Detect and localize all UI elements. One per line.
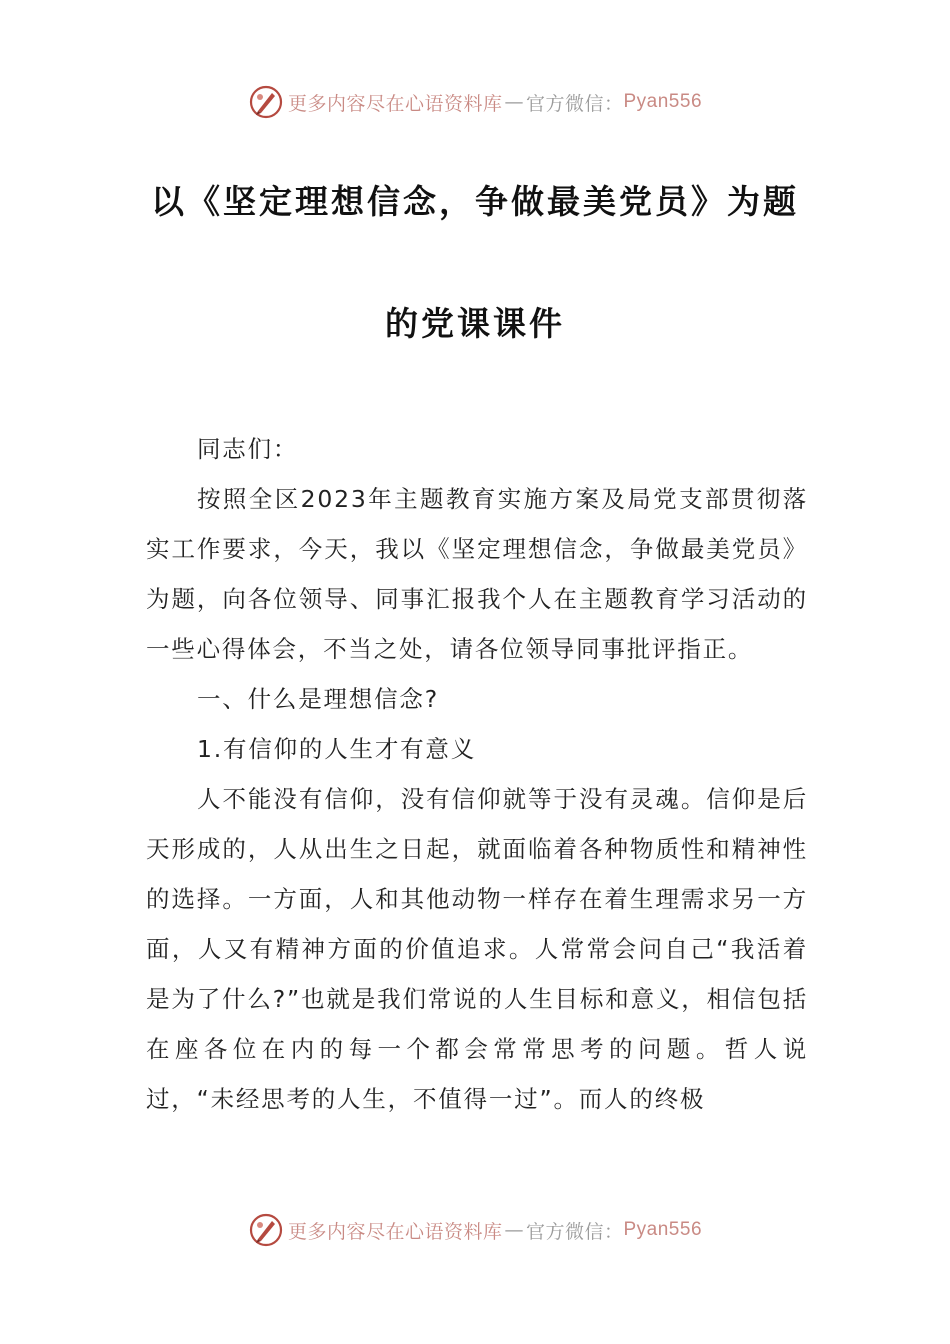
body-paragraph: 按照全区2023年主题教育实施方案及局党支部贯彻落实工作要求，今天，我以《坚定理想信念，争做最美党员》为题，向各位领导、同事汇报我个人在主题教育学习活动的一些心得体会，不当之处，请各位领导同事批评指正。 (146, 485, 808, 663)
footer-watermark (0, 1212, 950, 1248)
pen-logo-icon (248, 84, 284, 120)
subsection-heading: 1.有信仰的人生才有意义 (197, 735, 477, 763)
watermark-contact-label: 官方微信： (525, 92, 624, 115)
watermark-brand: 更多内容尽在心语资料库 (287, 92, 503, 115)
document-body (146, 424, 808, 1124)
pen-logo-icon (248, 1212, 284, 1248)
section-heading: 一、什么是理想信念? (197, 685, 439, 713)
watermark-brand: 更多内容尽在心语资料库 (287, 1220, 503, 1243)
watermark-separator: — (504, 91, 524, 113)
watermark-contact-id: Pyan556 (623, 91, 703, 112)
watermark-separator: — (504, 1219, 524, 1241)
header-watermark (0, 84, 950, 120)
salutation: 同志们： (197, 435, 299, 463)
watermark-contact-label: 官方微信： (525, 1220, 624, 1243)
body-paragraph: 人不能没有信仰，没有信仰就等于没有灵魂。信仰是后天形成的，人从出生之日起，就面临着各种物质性和精神性的选择。一方面，人和其他动物一样存在着生理需求另一方面，人又有精神方面的价值追求。人常常会问自己“我活着是为了什么?”也就是我们常说的人生目标和意义，相信包括在座各位在内的每一个都会常常思考的问题。哲人说过，“未经思考的人生，不值得一过”。而人的终极 (146, 785, 808, 1113)
document-title-line-2: 的党课课件 (385, 304, 565, 343)
document-title-line-1: 以《坚定理想信念，争做最美党员》为题 (151, 182, 799, 221)
watermark-contact-id: Pyan556 (623, 1219, 703, 1240)
